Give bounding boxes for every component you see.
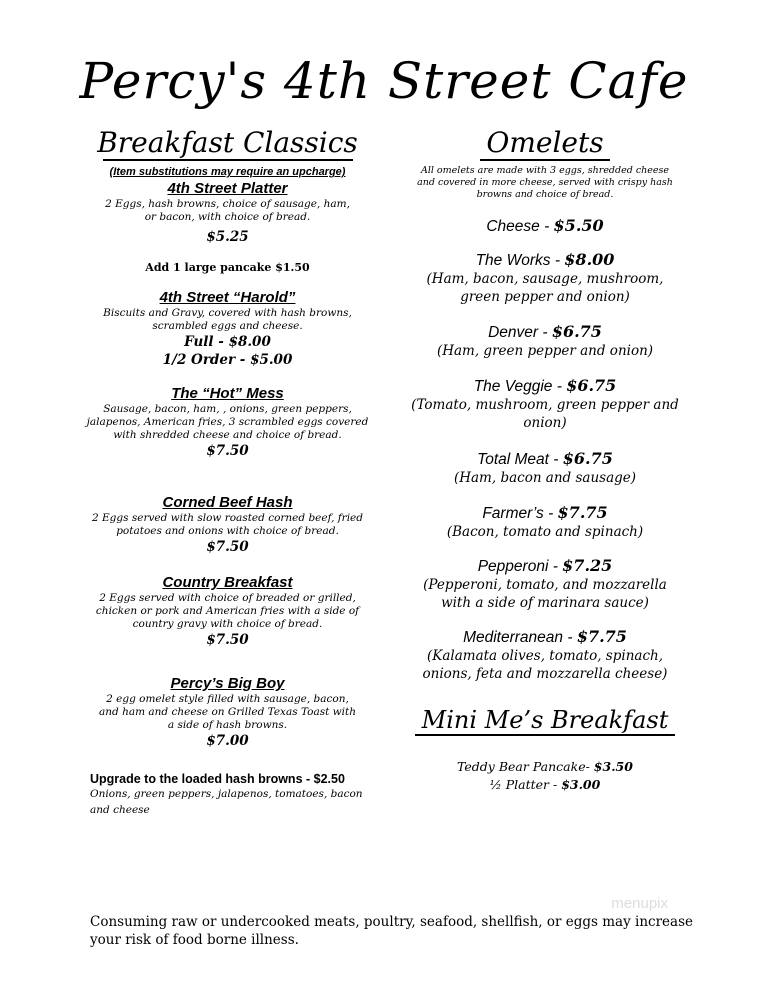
heading-underline bbox=[480, 159, 610, 161]
cafe-title: Percy's 4th Street Cafe bbox=[79, 52, 689, 110]
omelet-name: Pepperoni - bbox=[477, 558, 563, 575]
omelet-price: $5.50 bbox=[553, 216, 604, 235]
omelet-desc: (Ham, bacon and sausage) bbox=[453, 470, 637, 486]
kids-item bbox=[395, 776, 695, 794]
omelet-name: Cheese - bbox=[486, 218, 554, 235]
kids-item-name: ½ Platter - bbox=[489, 777, 562, 792]
item-price-half: 1/2 Order - $5.00 bbox=[162, 352, 293, 368]
mini-me-heading: Mini Me’s Breakfast bbox=[395, 706, 695, 736]
omelets-intro: All omelets are made with 3 eggs, shredded cheese and covered in more cheese, served with crispy hash browns and choice of bread. bbox=[417, 165, 673, 200]
omelet-desc: (Ham, green pepper and onion) bbox=[436, 343, 654, 359]
kids-item bbox=[395, 758, 695, 776]
upgrade-title: Upgrade to the loaded hash browns - $2.50 bbox=[90, 772, 345, 786]
omelet-item bbox=[395, 556, 695, 612]
item-desc: 2 Eggs, hash browns, choice of sausage, ham, or bacon, with choice of bread. bbox=[105, 198, 350, 223]
omelet-name: The Works - bbox=[475, 252, 565, 269]
menu-item bbox=[85, 384, 370, 460]
omelet-desc: (Kalamata olives, tomato, spinach, onions, feta and mozzarella cheese) bbox=[422, 648, 668, 682]
omelet-name: Denver - bbox=[488, 324, 552, 341]
item-name: 4th Street “Harold” bbox=[159, 289, 296, 306]
omelet-item bbox=[395, 503, 695, 541]
omelet-name: Mediterranean - bbox=[463, 629, 577, 646]
watermark: menupix bbox=[611, 895, 668, 912]
item-price-full: Full - $8.00 bbox=[184, 334, 271, 350]
omelet-price: $6.75 bbox=[566, 376, 617, 395]
breakfast-classics-heading: Breakfast Classics bbox=[97, 126, 358, 159]
menu-item bbox=[85, 493, 370, 556]
omelet-name: Farmer’s - bbox=[482, 505, 558, 522]
item-name: 4th Street Platter bbox=[167, 180, 288, 197]
omelet-price: $7.75 bbox=[576, 627, 627, 646]
item-name: Country Breakfast bbox=[162, 574, 293, 591]
item-price: $5.25 bbox=[206, 229, 249, 245]
item-name: Corned Beef Hash bbox=[162, 494, 293, 511]
pancake-addon: Add 1 large pancake $1.50 bbox=[145, 261, 310, 274]
upgrade-desc: Onions, green peppers, jalapenos, tomatoes, bacon and cheese bbox=[90, 788, 363, 816]
menu-item bbox=[85, 674, 370, 750]
heading-underline bbox=[415, 734, 675, 736]
substitution-note: (Item substitutions may require an upcharge) bbox=[109, 166, 346, 178]
heading-underline bbox=[103, 159, 353, 161]
item-price: $7.00 bbox=[206, 733, 249, 749]
omelet-item bbox=[395, 449, 695, 487]
omelet-name: The Veggie - bbox=[473, 378, 567, 395]
item-name: The “Hot” Mess bbox=[171, 385, 284, 402]
omelet-price: $7.25 bbox=[562, 556, 613, 575]
omelet-price: $8.00 bbox=[564, 250, 615, 269]
omelet-desc: (Tomato, mushroom, green pepper and onion) bbox=[411, 397, 679, 431]
menu-item bbox=[85, 573, 370, 649]
item-price: $7.50 bbox=[206, 539, 249, 555]
item-desc: 2 Eggs served with choice of breaded or grilled, chicken or pork and American fries with a side of country gravy with choice of bread. bbox=[95, 592, 360, 630]
food-safety-disclaimer: Consuming raw or undercooked meats, poultry, seafood, shellfish, or eggs may increase your risk of food borne illness. bbox=[90, 914, 693, 948]
item-desc: 2 egg omelet style filled with sausage, bacon, and ham and cheese on Grilled Texas Toast with a side of hash browns. bbox=[98, 693, 357, 731]
omelet-item bbox=[395, 250, 695, 306]
item-desc: Sausage, bacon, ham, , onions, green peppers, jalapenos, American fries, 3 scrambled eggs covered with shredded cheese and choice of bread. bbox=[86, 403, 369, 441]
omelet-item bbox=[395, 376, 695, 432]
omelets-heading: Omelets bbox=[395, 126, 695, 161]
item-desc: Biscuits and Gravy, covered with hash browns, scrambled eggs and cheese. bbox=[103, 307, 352, 332]
menu-item bbox=[85, 288, 370, 369]
item-price: $7.50 bbox=[206, 443, 249, 459]
item-desc: 2 Eggs served with slow roasted corned beef, fried potatoes and onions with choice of bread. bbox=[91, 512, 363, 537]
omelet-price: $6.75 bbox=[551, 322, 602, 341]
item-price: $7.50 bbox=[206, 632, 249, 648]
omelet-item bbox=[395, 322, 695, 360]
kids-item-name: Teddy Bear Pancake- bbox=[457, 759, 594, 774]
omelet-item bbox=[395, 627, 695, 683]
omelet-price: $6.75 bbox=[562, 449, 613, 468]
omelet-desc: (Bacon, tomato and spinach) bbox=[446, 524, 644, 540]
upgrade-hash-browns bbox=[90, 772, 380, 818]
kids-item-price: $3.00 bbox=[561, 777, 601, 792]
menu-item bbox=[85, 179, 370, 246]
item-name: Percy’s Big Boy bbox=[170, 675, 285, 692]
omelet-name: Total Meat - bbox=[477, 451, 563, 468]
kids-item-price: $3.50 bbox=[593, 759, 633, 774]
omelet-desc: (Ham, bacon, sausage, mushroom, green pepper and onion) bbox=[426, 271, 664, 305]
omelet-desc: (Pepperoni, tomato, and mozzarella with a side of marinara sauce) bbox=[423, 577, 667, 611]
omelet-item bbox=[395, 216, 695, 236]
omelet-price: $7.75 bbox=[557, 503, 608, 522]
